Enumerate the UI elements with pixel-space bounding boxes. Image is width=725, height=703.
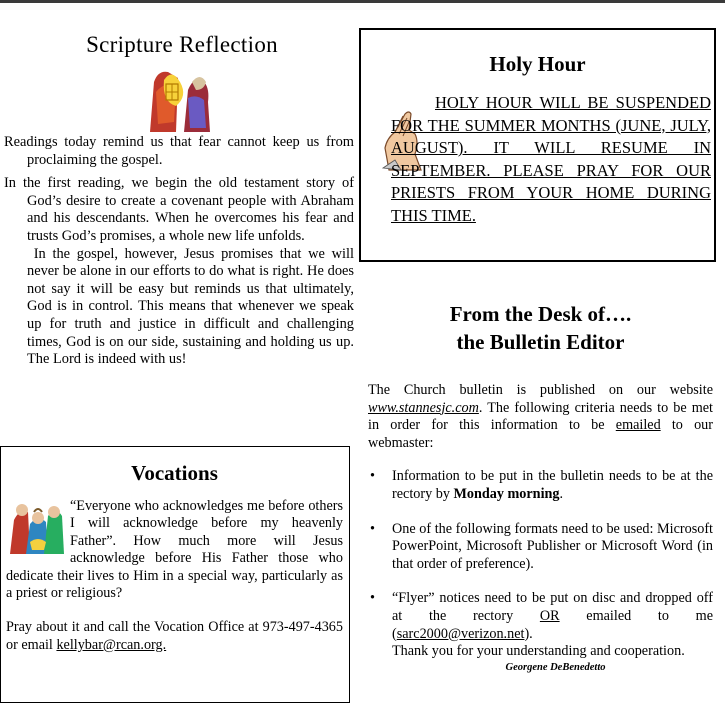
list-item: [368, 521, 713, 574]
holy-hour-text: HOLY HOUR WILL BE SUSPENDED FOR THE SUMMER MONTHS (JUNE, JULY, AUGUST). IT WILL RESUME IN SEPTEMBER. PLEASE PRAY FOR OUR PRIESTS FROM YOUR HOME DURING THIS TIME.: [391, 93, 711, 225]
vocations-title: Vocations: [131, 461, 218, 485]
editor-signature: Georgene DeBenedetto: [505, 661, 606, 673]
vocations-contact-text: Pray about it and call the Vocation Office at 973-497-4365 or email: [6, 619, 343, 653]
bullet-1-text: Information to be put in the bulletin needs to be at the rectory by: [392, 468, 713, 502]
vocations-box: [0, 446, 350, 703]
criteria-list: [368, 468, 713, 660]
bullet-3-end: ).: [524, 625, 533, 642]
burning-bush-prophet-clipart: [144, 62, 216, 134]
list-item: [368, 590, 713, 660]
website-link[interactable]: www.stannesjc.com: [368, 399, 479, 416]
desk-title-line-2: the Bulletin Editor: [456, 330, 625, 354]
scripture-paragraph-3-text: In the gospel, however, Jesus promises that we will never be alone in our efforts to do what is right. He does not say it will be easy but reminds us that ultimately, God is in control. This means that whenever we speak up for truth and justice in difficult and challenging times, God is on our side, sustaining and holding us up. The Lord is indeed with us!: [27, 245, 354, 368]
scripture-paragraph-2: In the first reading, we begin the old testament story of God’s desire to create a covenant people with Abraham and his descendants. When he overcomes his fear and trusts God’s promises, a whole new life unfolds.: [4, 175, 354, 244]
thanks-text: Thank you for your understanding and cooperation.: [392, 643, 685, 660]
holy-family-clipart: [6, 498, 66, 554]
bullet-3-text: “Flyer” notices need to be put on disc and dropped off at the rectory: [392, 590, 713, 624]
or-text: OR: [539, 607, 560, 624]
vocation-email-link[interactable]: kellybar@rcan.org.: [56, 636, 167, 653]
scripture-paragraph-1: Readings today remind us that fear cannot keep us from proclaiming the gospel.: [4, 134, 354, 168]
desk-title-line-1: From the Desk of….: [449, 302, 632, 326]
bullet-1-end: .: [559, 485, 564, 502]
top-rule: [0, 0, 725, 3]
scripture-title: Scripture Reflection: [86, 32, 278, 57]
bulletin-editor-section: [368, 300, 713, 673]
desk-intro: [368, 382, 713, 452]
list-item: [368, 468, 713, 503]
desk-intro-c: to our webmaster:: [368, 417, 714, 451]
vocations-contact: [6, 619, 343, 654]
scripture-paragraph-3: [4, 246, 354, 369]
vocations-quote: [6, 498, 343, 602]
holy-hour-notice: [391, 92, 711, 228]
desk-intro-a: The Church bulletin is published on our website: [368, 382, 713, 398]
monday-morning-text: Monday morning: [453, 485, 560, 502]
emailed-text: emailed: [615, 417, 661, 434]
bullet-3-mid: emailed to me (: [392, 607, 713, 642]
vocations-quote-text: “Everyone who acknowledges me before others I will acknowledge before my heavenly Father”. How much more will Jesus acknowledge before His Father those who dedicate their lives to Him in a special way, particularly as a priest or religious?: [6, 498, 343, 602]
holy-hour-title: Holy Hour: [489, 52, 586, 76]
scripture-reflection-section: [4, 32, 354, 369]
desk-intro-b: . The following criteria needs to be met in order for this information to be: [368, 399, 713, 434]
bullet-2-text: One of the following formats need to be used: Microsoft PowerPoint, Microsoft Publisher or Microsoft Word (in that order of preference).: [392, 520, 713, 572]
holy-hour-box: [359, 28, 716, 262]
editor-email-link[interactable]: sarc2000@verizon.net: [396, 625, 525, 642]
